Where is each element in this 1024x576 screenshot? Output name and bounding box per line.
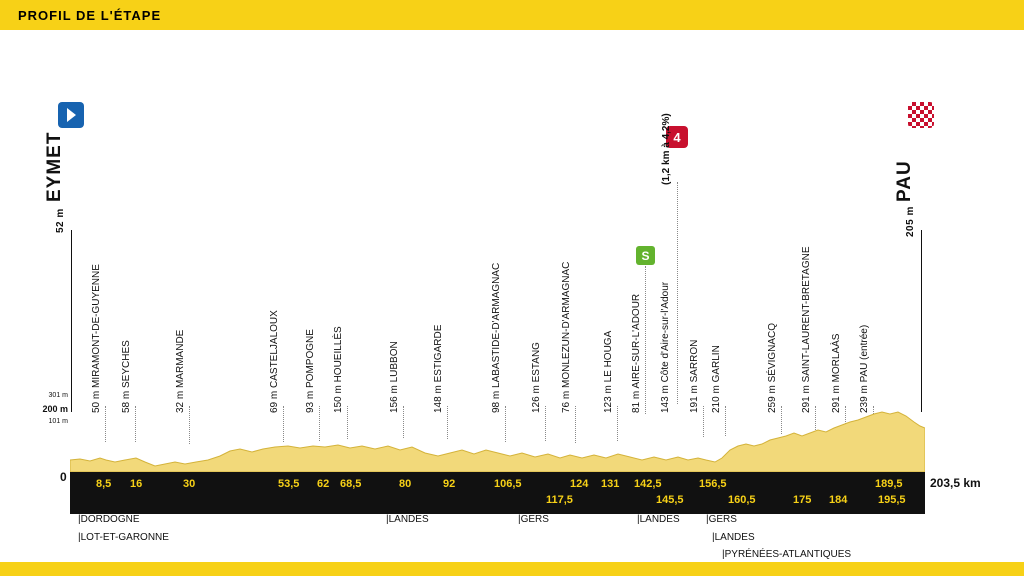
- altitude-scale-zero: 0: [60, 470, 67, 484]
- km-label: 131: [601, 478, 620, 490]
- km-label-secondary: 117,5: [546, 494, 573, 506]
- start-guide-line: [71, 230, 72, 412]
- point-label: 32 m MARMANDE: [175, 329, 186, 413]
- km-label: 142,5: [634, 478, 662, 490]
- department-label: |LANDES: [712, 532, 755, 543]
- point-label: 291 m MORLAÀS: [831, 333, 842, 413]
- sprint-badge-icon: S: [636, 246, 655, 265]
- point-label: 58 m SEYCHES: [121, 340, 132, 413]
- point-label: 81 m AIRE-SUR-L'ADOUR: [631, 293, 642, 413]
- point-label: 76 m MONLEZUN-D'ARMAGNAC: [561, 261, 572, 413]
- department-label: |GERS: [706, 514, 737, 525]
- climb-guide-line: [677, 182, 678, 404]
- km-label: 80: [399, 478, 412, 490]
- point-label: 93 m POMPOGNE: [305, 329, 316, 413]
- altitude-scale-low: 101 m: [48, 418, 68, 425]
- km-label: 68,5: [340, 478, 362, 490]
- point-label: 123 m LE HOUGA: [603, 330, 614, 413]
- point-label: 239 m PAU (entrée): [859, 324, 870, 413]
- start-flag-icon: [58, 102, 84, 128]
- finish-city-label: PAU: [894, 160, 915, 202]
- km-label: 92: [443, 478, 456, 490]
- km-label-secondary: 175: [793, 494, 812, 506]
- km-label: 8,5: [96, 478, 112, 490]
- point-label: 156 m LUBBON: [389, 341, 400, 413]
- department-label: |LOT-ET-GARONNE: [78, 532, 169, 543]
- km-label: 124: [570, 478, 589, 490]
- department-label: |GERS: [518, 514, 549, 525]
- climb-category-badge: 4: [666, 126, 688, 148]
- km-label: 156,5: [699, 478, 727, 490]
- point-label: 291 m SAINT-LAURENT-BRETAGNE: [801, 246, 812, 413]
- start-altitude-label: 52 m: [55, 208, 66, 233]
- km-label: 62: [317, 478, 330, 490]
- km-label-secondary: 195,5: [878, 494, 906, 506]
- km-label: 189,5: [875, 478, 903, 490]
- point-label: 143 m Côte d'Aire-sur-l'Adour: [660, 281, 671, 413]
- total-distance-label: 203,5 km: [930, 476, 981, 490]
- altitude-scale-top: 301 m: [48, 392, 68, 399]
- km-label: 16: [130, 478, 143, 490]
- km-label: 106,5: [494, 478, 522, 490]
- point-label: 210 m GARLIN: [711, 345, 722, 413]
- km-label-secondary: 160,5: [728, 494, 756, 506]
- department-label: |LANDES: [386, 514, 429, 525]
- finish-altitude-label: 205 m: [905, 206, 916, 237]
- point-label: 148 m ESTIGARDE: [433, 324, 444, 413]
- elevation-area: [70, 400, 925, 472]
- finish-guide-line: [921, 230, 922, 412]
- climb-detail-label: (1,2 km à 4,2%): [661, 113, 672, 185]
- stage-profile-chart: [0, 30, 1024, 562]
- point-label: 69 m CASTELJALOUX: [269, 310, 280, 413]
- point-label: 259 m SÉVIGNACQ: [767, 322, 778, 413]
- sprint-guide-line: [645, 266, 646, 414]
- altitude-scale-mid: 200 m: [42, 404, 68, 414]
- point-label: 98 m LABASTIDE-D'ARMAGNAC: [491, 262, 502, 413]
- department-label: |LANDES: [637, 514, 680, 525]
- start-city-label: EYMET: [44, 131, 65, 202]
- checkered-flag-icon: [908, 102, 934, 128]
- department-label: |PYRÉNÉES-ATLANTIQUES: [722, 549, 852, 560]
- km-label-secondary: 145,5: [656, 494, 684, 506]
- department-label: |DORDOGNE: [78, 514, 140, 525]
- page-title: PROFIL DE L'ÉTAPE: [0, 0, 175, 30]
- point-label: 150 m HOUEILLÈS: [333, 326, 344, 413]
- point-label: 50 m MIRAMONT-DE-GUYENNE: [91, 264, 102, 413]
- point-label: 191 m SARRON: [689, 339, 700, 413]
- point-label: 126 m ESTANG: [531, 342, 542, 413]
- km-label-secondary: 184: [829, 494, 848, 506]
- km-label: 53,5: [278, 478, 300, 490]
- bottom-bar: [0, 562, 1024, 576]
- km-label: 30: [183, 478, 196, 490]
